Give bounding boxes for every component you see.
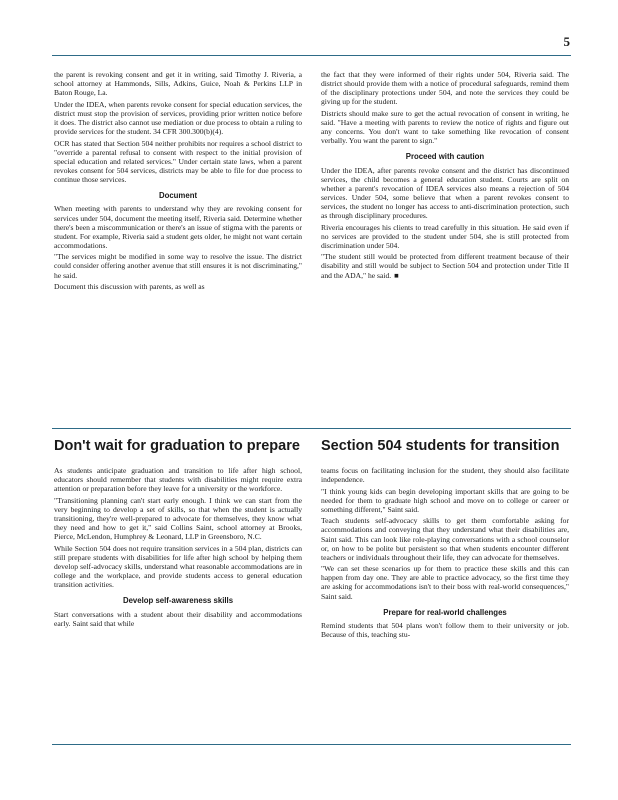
article-column-top-right [321,70,569,282]
top-rule [52,55,571,56]
page-number: 5 [563,34,570,49]
paragraph: When meeting with parents to understand why they are revoking consent for services under 504, document the meeting itself, Riveria said. Determine whether there's been a miscommunication or there's an issue of stigma with the parents or student. For example, Riveria said a student gets older, he might not want certain accommodations. [54,204,302,250]
paragraph: Under the IDEA, after parents revoke consent and the district has discontinued services, the child becomes a general education student. Courts are split on whether a parent's revocation of IDEA services also means a rejection of 504 services. Under 504, some believe that when a parent revokes consent to services, the student no longer has access to anti-discrimination protection, such as through disciplinary procedures. [321,165,569,221]
paragraph: the fact that they were informed of their rights under 504, Riveria said. The district should provide them with a notice of procedural safeguards, remind them of the disciplinary protections under 504, and note the services they could be giving up for the student. [321,70,569,107]
paragraph [321,252,569,279]
paragraph: Start conversations with a student about their disability and accommodations early. Saint said that while [54,609,302,628]
subheading-develop-self-awareness: Develop self-awareness skills [122,596,234,606]
paragraph: Riveria encourages his clients to tread carefully in this situation. He said even if no services are provided to the student under 504, she is still protected from discrimination under 504. [321,222,569,250]
article-column-bottom-left [54,466,302,630]
paragraph: Under the IDEA, when parents revoke consent for special education services, the district must stop the provision of services, providing prior written notice before it does. The district also cannot use mediation or due process to obtain a ruling to provide services for the student. 34 CFR 300.300(b)(4). [54,99,302,137]
bottom-rule [52,744,571,745]
article-column-top-left [54,70,302,294]
section-divider [52,428,571,429]
paragraph: Document this discussion with parents, as well as [54,282,205,292]
paragraph: the parent is revoking consent and get it in writing, said Timothy J. Riveria, a school attorney at Hammonds, Sills, Adkins, Guice, Noah & Perkins LLP in Baton Rouge, La. [54,70,302,98]
paragraph: "Transitioning planning can't start early enough. I think we can start from the very beginning to develop a set of skills, so that when the student is actually transitioning, they're well-prepared to advocate for themselves, they know what they need and how to get it," said Collins Saint, school attorney at Brooks, Pierce, McLendon, Humphrey & Leonard, LLP in Greensboro, N.C. [54,495,302,542]
paragraph: Districts should make sure to get the actual revocation of consent in writing, he said. "Have a meeting with parents to review the notice of rights and figure out any concerns. You don't want to take something like revocation of consent verbally. You want the parent to sign." [321,108,569,146]
end-of-article-mark: ■ [394,270,399,280]
paragraph: "We can set these scenarios up for them to practice these skills and this can happen from day one. They are able to practice advocacy, so the first time they are asking for accommodations isn't to their boss with real-world consequences," Saint said. [321,564,569,601]
paragraph: Teach students self-advocacy skills to get them comfortable asking for accommodations and conveying that they understand what their disabilities are, Saint said. This can look like role-playing conversations with a school counselor or, on how to be polite but persistent so that when students encounter different teachers or individuals throughout their life, they can advocate for themselves. [321,516,569,562]
subheading-document: Document [158,191,198,201]
paragraph-text: "The student still would be protected from different treatment because of their disability and still would be subject to Section 504 and protection under Title II and the ADA," he said. [321,252,569,280]
headline-left: Don't wait for graduation to prepare [54,438,300,454]
paragraph: "I think young kids can begin developing important skills that are going to be needed for them to graduate high school and move on to college or career or something different," Saint said. [321,486,569,514]
article-column-bottom-right [321,466,569,642]
paragraph: While Section 504 does not require transition services in a 504 plan, districts can still prepare students with disabilities for life after high school by helping them develop self-advocacy skills, understand what reasonable accommodations are in college and the workplace, and provide students access to general education transition activities. [54,543,302,590]
headline-right: Section 504 students for transition [321,438,560,454]
paragraph: Remind students that 504 plans won't follow them to their university or job. Because of this, teaching stu- [321,621,569,640]
paragraph: OCR has stated that Section 504 neither prohibits nor requires a school district to "override a parental refusal to consent with respect to the initial provision of special education and related services." Under certain state laws, when a parent revokes consent for 504 services, districts may be able to file for due process to continue those services. [54,138,302,184]
paragraph: "The services might be modified in some way to resolve the issue. The district could consider offering another avenue that still ensures it is not discriminating," he said. [54,252,302,280]
paragraph: As students anticipate graduation and transition to life after high school, educators should remember that students with disabilities might require extra attention or preparation before they leave for a university or the workforce. [54,466,302,494]
subheading-prepare-for-real-world: Prepare for real-world challenges [383,607,507,617]
paragraph: teams focus on facilitating inclusion for the student, they should also facilitate independence. [321,466,569,485]
subheading-proceed-with-caution: Proceed with caution [405,152,485,162]
